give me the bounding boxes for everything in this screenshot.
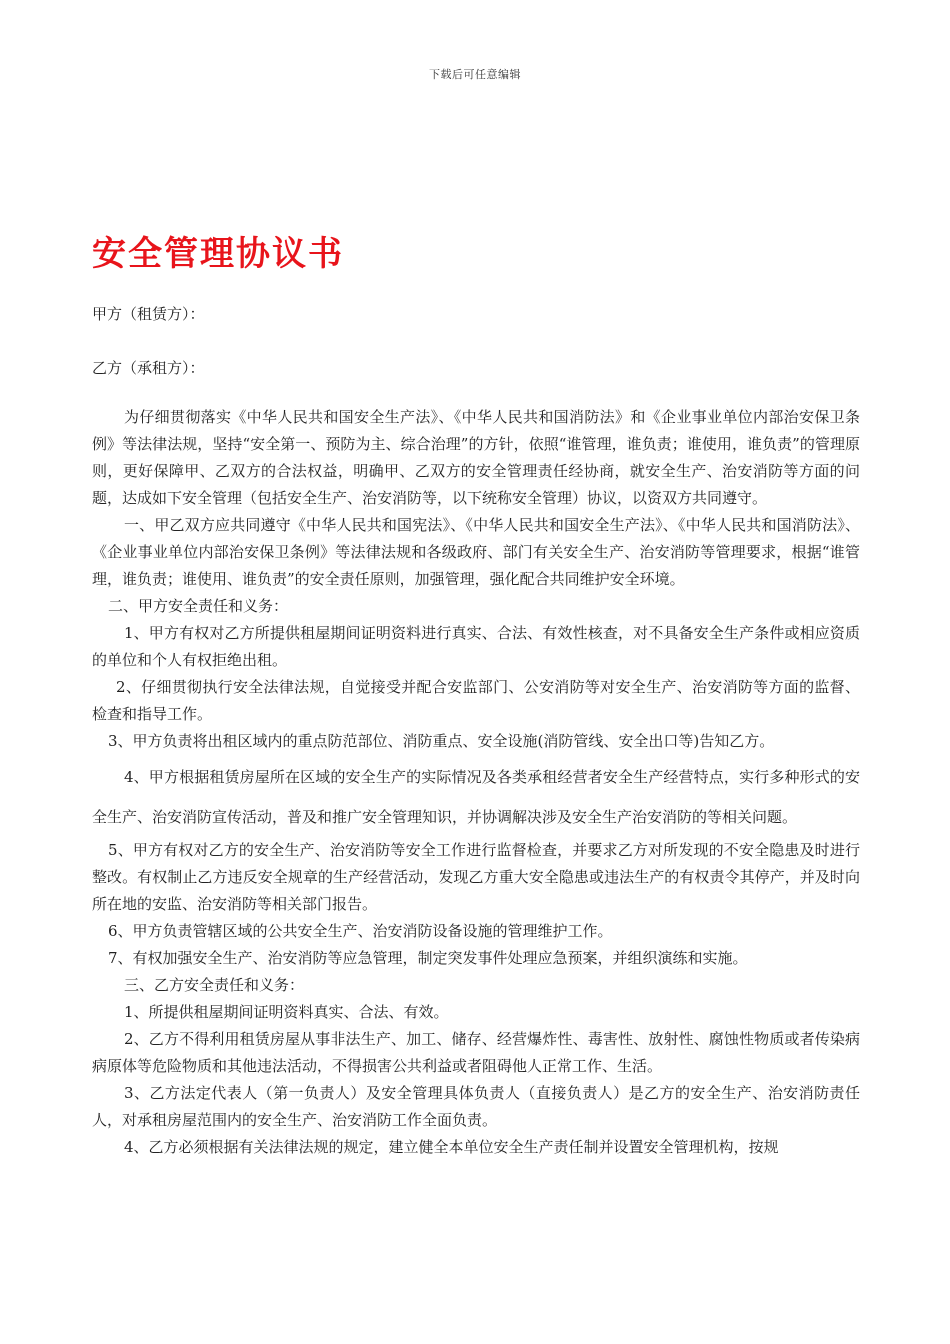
party-a-clause-6: 6、甲方负责管辖区域的公共安全生产、治安消防设备设施的管理维护工作。	[108, 922, 613, 940]
party-b-clause-3: 3、乙方法定代表人（第一负责人）及安全管理具体负责人（直接负责人）是乙方的安全生产、治安消防责任人，对承租房屋范围内的安全生产、治安消防工作全面负责。	[92, 1084, 860, 1129]
party-b-clause-4: 4、乙方必须根据有关法律法规的规定，建立健全本单位安全生产责任制并设置安全管理机构，按规	[124, 1138, 779, 1156]
party-b-label: 乙方（承租方）：	[92, 359, 205, 377]
party-b-clause-2: 2、乙方不得利用租赁房屋从事非法生产、加工、储存、经营爆炸性、毒害性、放射性、腐蚀性物质或者传染病病原体等危险物质和其他违法活动，不得损害公共利益或者阻碍他人正常工作、生活。	[92, 1030, 860, 1075]
party-b-clause-1: 1、所提供租屋期间证明资料真实、合法、有效。	[124, 1003, 449, 1021]
party-a-clause-2: 2、仔细贯彻执行安全法律法规，自觉接受并配合安监部门、公安消防等对安全生产、治安消防等方面的监督、检查和指导工作。	[92, 678, 860, 723]
party-a-label: 甲方（租赁方）：	[92, 305, 205, 323]
party-a-clause-1: 1、甲方有权对乙方所提供租屋期间证明资料进行真实、合法、有效性核查，对不具备安全生产条件或相应资质的单位和个人有权拒绝出租。	[92, 624, 860, 669]
party-a-clause-7: 7、有权加强安全生产、治安消防等应急管理，制定突发事件处理应急预案，并组织演练和实施。	[108, 949, 748, 967]
document-body	[92, 404, 860, 1161]
header-note: 下载后可任意编辑	[429, 68, 521, 81]
section-2-heading: 二、甲方安全责任和义务：	[108, 597, 289, 615]
party-a-clause-5: 5、甲方有权对乙方的安全生产、治安消防等安全工作进行监督检查，并要求乙方对所发现的不安全隐患及时进行整改。有权制止乙方违反安全规章的生产经营活动，发现乙方重大安全隐患或违法生产的有权责令其停产，并及时向所在地的安监、治安消防等相关部门报告。	[92, 841, 860, 913]
intro-paragraph: 为仔细贯彻落实《中华人民共和国安全生产法》、《中华人民共和国消防法》和《企业事业单位内部治安保卫条例》等法律法规，坚持“安全第一、预防为主、综合治理”的方针，依照“谁管理，谁负责；谁使用，谁负责”的管理原则，更好保障甲、乙双方的合法权益，明确甲、乙双方的安全管理责任经协商，就安全生产、治安消防等方面的问题，达成如下安全管理（包括安全生产、治安消防等，以下统称安全管理）协议，以资双方共同遵守。	[92, 408, 860, 507]
party-a-clause-3: 3、甲方负责将出租区域内的重点防范部位、消防重点、安全设施(消防管线、安全出口等)告知乙方。	[108, 732, 775, 750]
party-a-clause-4: 4、甲方根据租赁房屋所在区域的安全生产的实际情况及各类承租经营者安全生产经营特点，实行多种形式的安全生产、治安消防宣传活动，普及和推广安全管理知识，并协调解决涉及安全生产治安消防的等相关问题。	[92, 768, 860, 826]
section-3-heading: 三、乙方安全责任和义务：	[124, 976, 305, 994]
section-1-paragraph: 一、甲乙双方应共同遵守《中华人民共和国宪法》、《中华人民共和国安全生产法》、《中华人民共和国消防法》、《企业事业单位内部治安保卫条例》等法律法规和各级政府、部门有关安全生产、治安消防等管理要求，根据“谁管理，谁负责；谁使用、谁负责”的安全责任原则，加强管理，强化配合共同维护安全环境。	[92, 516, 860, 588]
document-title: 安全管理协议书	[92, 234, 344, 274]
